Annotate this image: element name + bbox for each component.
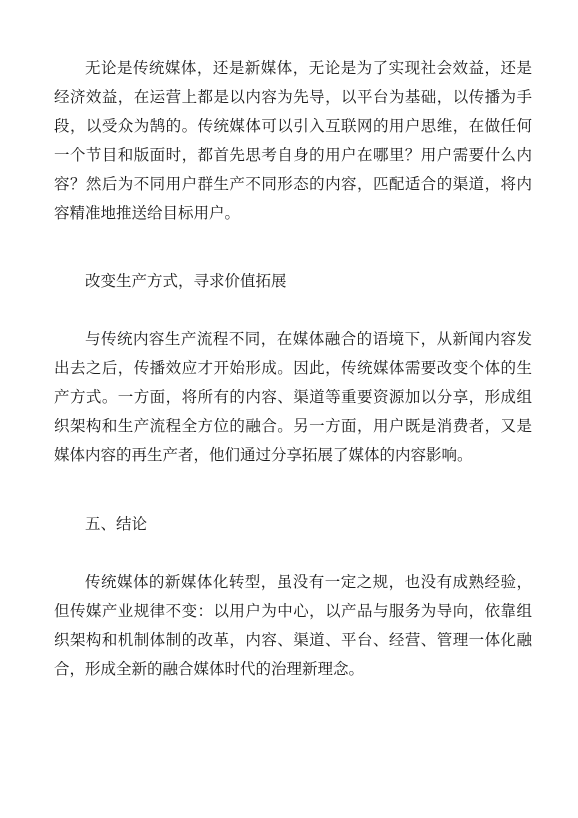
body-paragraph: 传统媒体的新媒体化转型，虽没有一定之规，也没有成熟经验，但传媒产业规律不变：以用户为中心，以产品与服务为导向，依靠组织架构和机制体制的改革，内容、渠道、平台、经营、管理一体化融合，形成全新的融合媒体时代的治理新理念。: [54, 573, 532, 678]
body-paragraph: 无论是传统媒体，还是新媒体，无论是为了实现社会效益，还是经济效益，在运营上都是以内容为先导，以平台为基础，以传播为手段，以受众为鹄的。传统媒体可以引入互联网的用户思维，在做任何一个节目和版面时，都首先思考自身的用户在哪里？用户需要什么内容？然后为不同用户群生产不同形态的内容，匹配适合的渠道，将内容精准地推送给目标用户。: [54, 59, 532, 222]
body-paragraph: 与传统内容生产流程不同，在媒体融合的语境下，从新闻内容发出去之后，传播效应才开始形成。因此，传统媒体需要改变个体的生产方式。一方面，将所有的内容、渠道等重要资源加以分享，形成组织架构和生产流程全方位的融合。另一方面，用户既是消费者，又是媒体内容的再生产者，他们通过分享拓展了媒体的内容影响。: [54, 330, 532, 464]
section-heading: 五、结论: [85, 515, 148, 533]
section-heading: 改变生产方式，寻求价值拓展: [85, 272, 287, 290]
